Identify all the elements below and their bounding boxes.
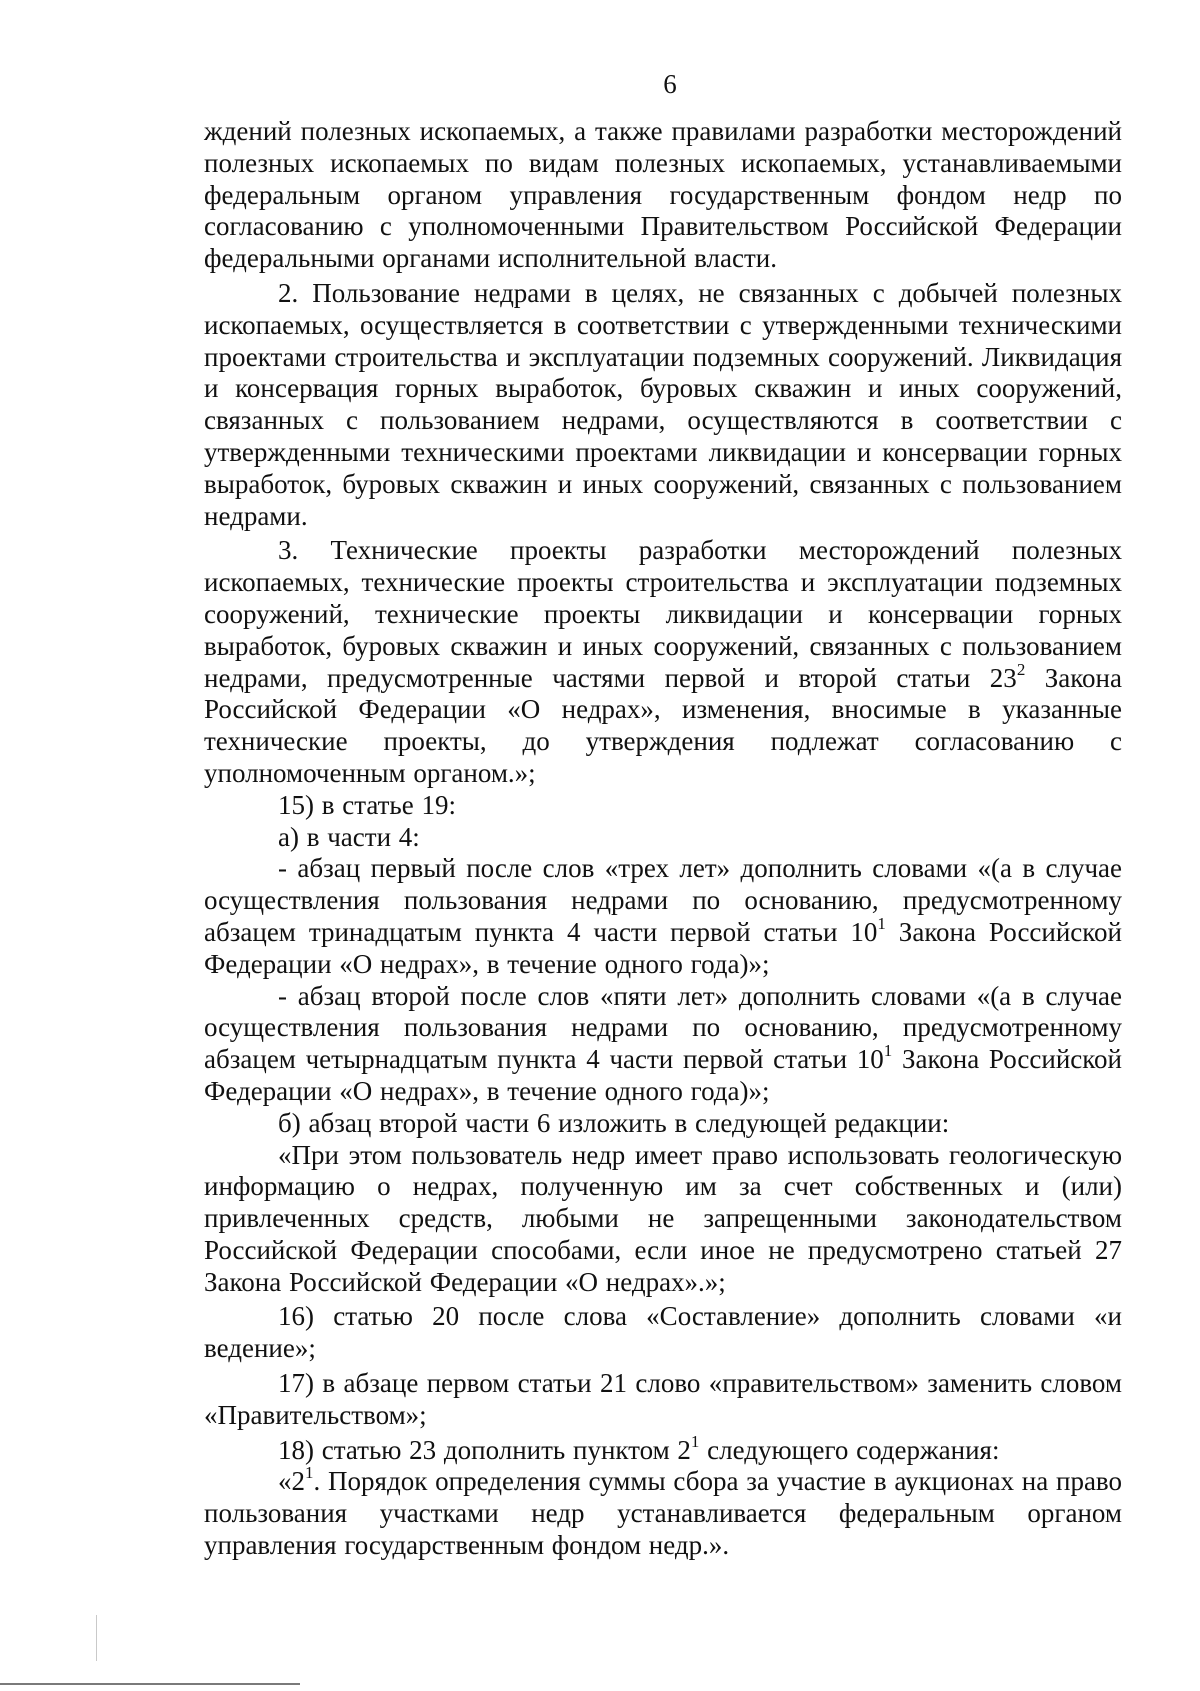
superscript: 2: [1016, 659, 1026, 679]
superscript: 1: [877, 913, 886, 933]
paragraph-dash-1: - абзац первый после слов «трех лет» дополнить словами «(а в случае осуществления пользования недрами по основанию, предусмотренному абзацем тринадцатым пункта 4 части первой статьи $10^1$ Закона Российской Федерации «О недрах», в течение одного года)»;: [204, 853, 1122, 979]
paragraph-item-2-1: «$2^1$. Порядок определения суммы сбора за участие в аукционах на право пользования участками недр устанавливается федеральным органом управления государственным фондом недр.».: [204, 1463, 1122, 1561]
paragraph-item-a: а) в части 4:: [278, 821, 420, 852]
paragraph-dash-2: - абзац второй после слов «пяти лет» дополнить словами «(а в случае осуществления пользования недрами по основанию, предусмотренному абзацем четырнадцатым пункта 4 части первой статьи $10^1$ Закона Российской Федерации «О недрах», в течение одного года)»;: [204, 980, 1122, 1106]
scan-artifact-rule: [0, 1683, 300, 1685]
scan-artifact-tick: [96, 1615, 97, 1661]
document-body: [204, 116, 1122, 1562]
paragraph-quote: «При этом пользователь недр имеет право использовать геологическую информацию о недрах, полученную им за счет собственных и (или) привлеченных средств, любыми не запрещенными законодательством Российской Федерации способами, если иное не предусмотрено статьей 27 Закона Российской Федерации «О недрах».»;: [204, 1139, 1122, 1297]
paragraph-item-17: 17) в абзаце первом статьи 21 слово «правительством» заменить словом «Правительством»;: [204, 1368, 1122, 1430]
paragraph-2: 2. Пользование недрами в целях, не связанных с добычей полезных ископаемых, осуществляется в соответствии с утвержденными техническими проектами строительства и эксплуатации подземных сооружений. Ликвидация и консервация горных выработок, буровых скважин и иных сооружений, связанных с пользованием недрами, осуществляются в соответствии с утвержденными техническими проектами ликвидации и консервации горных выработок, буровых скважин и иных сооружений, связанных с пользованием недрами.: [204, 277, 1122, 531]
superscript: 1: [883, 1041, 893, 1061]
paragraph-item-18: 18) статью 23 дополнить пунктом $2^1$ следующего содержания:: [278, 1431, 1000, 1465]
paragraph-item-b: б) абзац второй части 6 изложить в следующей редакции:: [278, 1107, 950, 1138]
paragraph-3: 3. Технические проекты разработки месторождений полезных ископаемых, технические проекты строительства и эксплуатации подземных сооружений, технические проекты ликвидации и консервации горных выработок, буровых скважин и иных сооружений, связанных с пользованием недрами, предусмотренные частями первой и второй статьи $23^2$ Закона Российской Федерации «О недрах», изменения, вносимые в указанные технические проекты, до утверждения подлежат согласованию с уполномоченным органом.»;: [204, 535, 1122, 788]
paragraph-1: ждений полезных ископаемых, а также правилами разработки месторождений полезных ископаемых по видам полезных ископаемых, устанавливаемыми федеральным органом управления государственным фондом недр по согласованию с уполномоченными Правительством Российской Федерации федеральными органами исполнительной власти.: [204, 116, 1122, 274]
paragraph-item-16: 16) статью 20 после слова «Составление» дополнить словами «и ведение»;: [204, 1301, 1122, 1364]
superscript: 1: [305, 1463, 314, 1483]
superscript: 1: [690, 1431, 700, 1451]
paragraph-item-15: 15) в статье 19:: [278, 789, 456, 820]
page-number: 6: [663, 69, 677, 99]
